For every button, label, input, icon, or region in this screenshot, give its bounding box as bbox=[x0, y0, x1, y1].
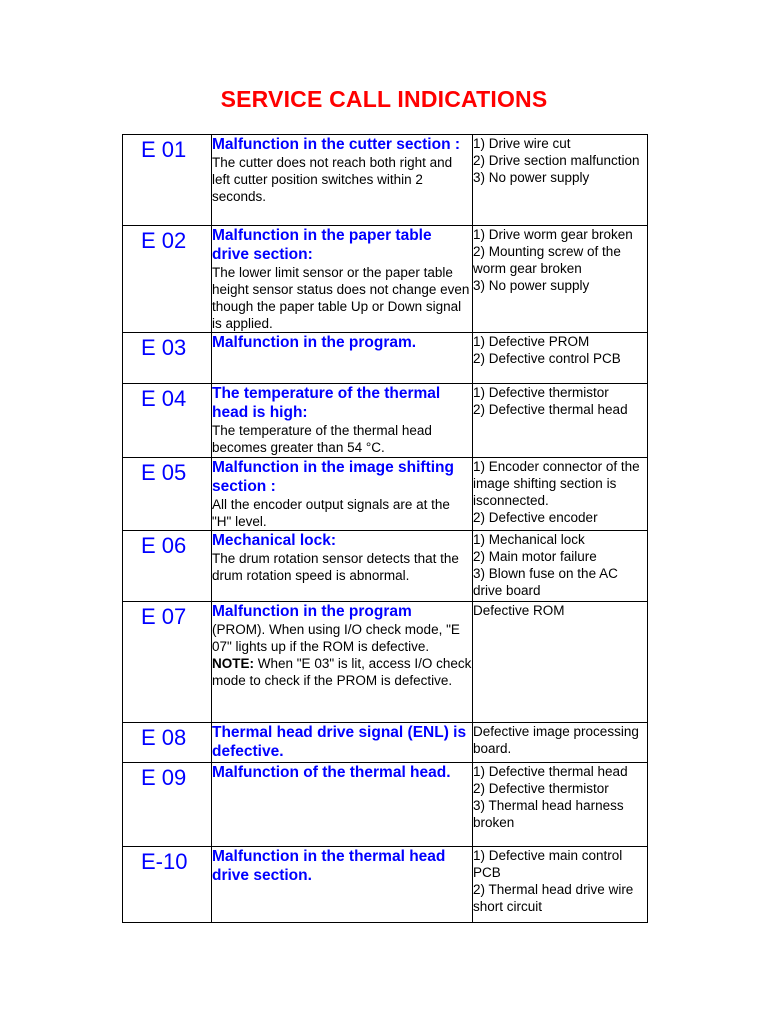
cause-item: 3) No power supply bbox=[473, 170, 590, 185]
description-cell bbox=[212, 458, 473, 531]
cause-item: 2) Defective control PCB bbox=[473, 351, 621, 366]
error-code: E 05 bbox=[141, 460, 187, 485]
table-row bbox=[123, 723, 648, 763]
cause-item: 2) Thermal head drive wire short circuit bbox=[473, 882, 634, 914]
table-row bbox=[123, 226, 648, 333]
cause-item: 2) Mounting screw of the worm gear broken bbox=[473, 244, 621, 276]
cause-item: 3) No power supply bbox=[473, 278, 590, 293]
cause-item: 2) Defective thermal head bbox=[473, 402, 628, 417]
cause-item: Defective ROM bbox=[473, 603, 565, 618]
page-title: SERVICE CALL INDICATIONS bbox=[220, 86, 548, 112]
description-cell bbox=[212, 723, 473, 763]
service-call-table bbox=[122, 134, 648, 923]
error-code: E 01 bbox=[141, 137, 187, 162]
code-cell bbox=[123, 531, 212, 602]
table-row bbox=[123, 602, 648, 723]
malfunction-heading: Malfunction in the thermal head drive section. bbox=[212, 848, 446, 884]
malfunction-heading: Malfunction in the program bbox=[212, 603, 412, 620]
table-row bbox=[123, 135, 648, 226]
error-code: E 04 bbox=[141, 386, 187, 411]
table-row bbox=[123, 531, 648, 602]
table-row bbox=[123, 847, 648, 923]
note-text: When "E 03" is lit, access I/O check mode to check if the PROM is defective. bbox=[212, 656, 472, 688]
cause-item: 1) Mechanical lock bbox=[473, 532, 585, 547]
cause-item: 1) Defective PROM bbox=[473, 334, 590, 349]
causes-cell bbox=[473, 763, 648, 847]
error-code: E 09 bbox=[141, 765, 187, 790]
description-cell bbox=[212, 384, 473, 458]
cause-item: 1) Defective main control PCB bbox=[473, 848, 623, 880]
causes-cell bbox=[473, 723, 648, 763]
causes-cell bbox=[473, 226, 648, 333]
cause-item: 1) Drive worm gear broken bbox=[473, 227, 633, 242]
causes-cell bbox=[473, 384, 648, 458]
causes-cell bbox=[473, 602, 648, 723]
description-cell bbox=[212, 226, 473, 333]
cause-item: Defective image processing board. bbox=[473, 724, 639, 756]
cause-item: 3) Blown fuse on the AC drive board bbox=[473, 566, 618, 598]
code-cell bbox=[123, 135, 212, 226]
cause-item: 2) Drive section malfunction bbox=[473, 153, 640, 168]
causes-cell bbox=[473, 531, 648, 602]
malfunction-detail: The cutter does not reach both right and left cutter position switches within 2 seconds. bbox=[212, 155, 453, 204]
malfunction-heading: Malfunction in the program. bbox=[212, 334, 417, 351]
table-row bbox=[123, 333, 648, 384]
cause-item: 2) Main motor failure bbox=[473, 549, 597, 564]
table-row bbox=[123, 384, 648, 458]
malfunction-heading: Thermal head drive signal (ENL) is defective. bbox=[212, 724, 467, 760]
error-code: E 02 bbox=[141, 228, 187, 253]
code-cell bbox=[123, 723, 212, 763]
note-label: NOTE: bbox=[212, 656, 254, 671]
malfunction-heading: Malfunction in the image shifting section : bbox=[212, 459, 454, 495]
description-cell bbox=[212, 135, 473, 226]
code-cell bbox=[123, 602, 212, 723]
table-row bbox=[123, 458, 648, 531]
code-cell bbox=[123, 226, 212, 333]
note-block bbox=[212, 655, 472, 689]
cause-item: 2) Defective thermistor bbox=[473, 781, 609, 796]
cause-item: 1) Defective thermistor bbox=[473, 385, 609, 400]
cause-item: 1) Defective thermal head bbox=[473, 764, 628, 779]
malfunction-heading: Malfunction of the thermal head. bbox=[212, 764, 451, 781]
malfunction-detail: The lower limit sensor or the paper table height sensor status does not change even though the paper table Up or Down signal is applied. bbox=[212, 265, 470, 331]
malfunction-heading: Mechanical lock: bbox=[212, 532, 337, 549]
malfunction-detail: All the encoder output signals are at the "H" level. bbox=[212, 497, 450, 529]
error-code: E 03 bbox=[141, 335, 187, 360]
malfunction-heading: Malfunction in the paper table drive section: bbox=[212, 227, 432, 263]
cause-item: 1) Encoder connector of the image shifting section is isconnected. bbox=[473, 459, 640, 508]
causes-cell bbox=[473, 135, 648, 226]
description-cell bbox=[212, 333, 473, 384]
code-cell bbox=[123, 458, 212, 531]
malfunction-detail: (PROM). When using I/O check mode, "E 07" lights up if the ROM is defective. bbox=[212, 622, 460, 654]
error-code: E 06 bbox=[141, 533, 187, 558]
error-code: E-10 bbox=[141, 849, 188, 874]
causes-cell bbox=[473, 333, 648, 384]
error-code: E 08 bbox=[141, 725, 187, 750]
malfunction-detail: The drum rotation sensor detects that the drum rotation speed is abnormal. bbox=[212, 551, 459, 583]
cause-item: 1) Drive wire cut bbox=[473, 136, 571, 151]
error-code: E 07 bbox=[141, 604, 187, 629]
description-cell bbox=[212, 531, 473, 602]
cause-item: 2) Defective encoder bbox=[473, 510, 598, 525]
causes-cell bbox=[473, 458, 648, 531]
description-cell bbox=[212, 847, 473, 923]
causes-cell bbox=[473, 847, 648, 923]
table-row bbox=[123, 763, 648, 847]
description-cell bbox=[212, 602, 473, 723]
malfunction-detail: The temperature of the thermal head becomes greater than 54 °C. bbox=[212, 423, 432, 455]
code-cell bbox=[123, 847, 212, 923]
malfunction-heading: Malfunction in the cutter section : bbox=[212, 136, 461, 153]
malfunction-heading: The temperature of the thermal head is high: bbox=[212, 385, 441, 421]
code-cell bbox=[123, 384, 212, 458]
code-cell bbox=[123, 763, 212, 847]
description-cell bbox=[212, 763, 473, 847]
cause-item: 3) Thermal head harness broken bbox=[473, 798, 624, 830]
code-cell bbox=[123, 333, 212, 384]
